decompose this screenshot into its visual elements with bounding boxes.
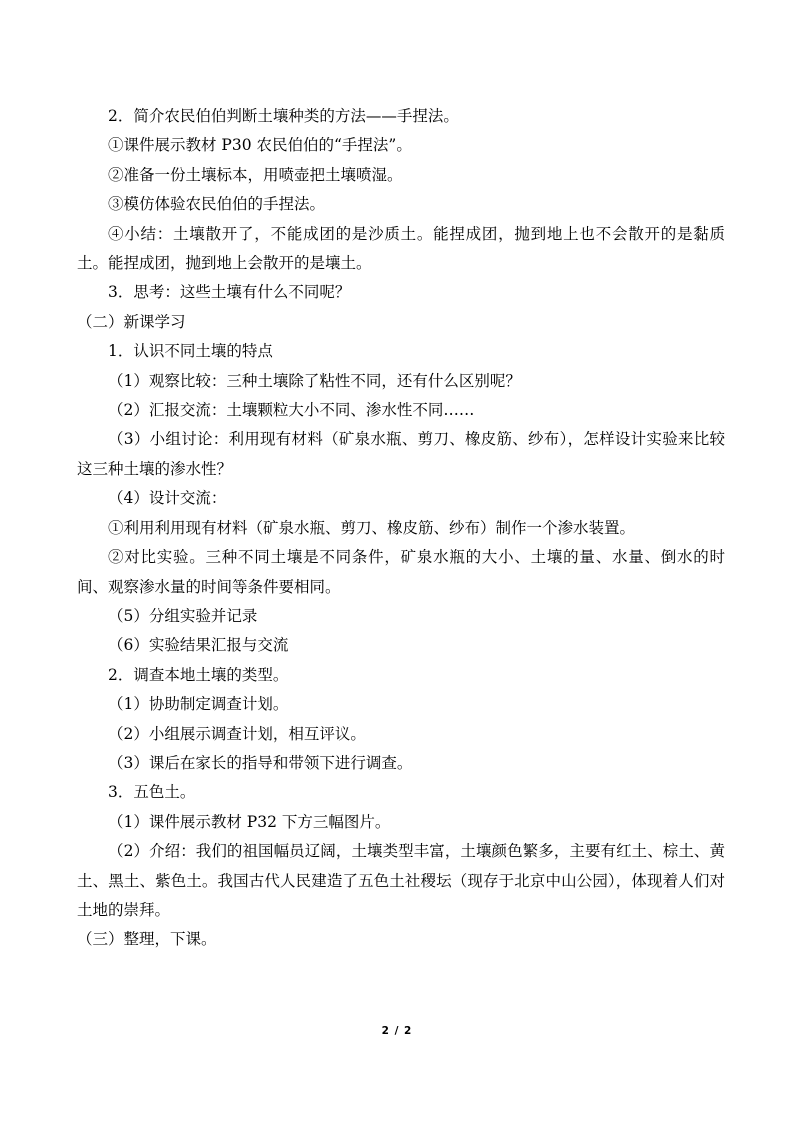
section-heading-wrap-up: （三）整理，下课。 [77,930,217,949]
page-number: 2 / 2 [381,1025,413,1037]
paragraph-comparison: ②对比实验。三种不同土壤是不同条件，矿泉水瓶的大小、土壤的量、水量、倒水的时间、观察渗水量的时间等条件要相同。 [77,548,725,596]
paragraph-after-class: （3）课后在家长的指导和带领下进行调查。 [108,753,413,772]
paragraph-step-3: ③模仿体验农民伯伯的手捏法。 [108,195,326,214]
paragraph-results: （6）实验结果汇报与交流 [108,636,289,655]
paragraph-five-color-soil: 3．五色土。 [108,783,196,802]
paragraph-local-survey: 2．调查本地土壤的类型。 [108,665,289,684]
paragraph-make-device: ①利用利用现有材料（矿泉水瓶、剪刀、橡皮筋、纱布）制作一个渗水装置。 [108,518,636,537]
paragraph-soil-features: 1．认识不同土壤的特点 [108,342,273,361]
paragraph-observe: （1）观察比较：三种土壤除了粘性不同，还有什么区别呢？ [108,371,521,390]
paragraph-summary: ④小结：土壤散开了，不能成团的是沙质土。能捏成团，抛到地上也不会散开的是黏质土。能捏成团，抛到地上会散开的是壤土。 [77,224,725,273]
section-heading-new-lesson: （二）新课学习 [77,312,186,331]
paragraph-plan: （1）协助制定调查计划。 [108,695,289,714]
paragraph-think: 3．思考：这些土壤有什么不同呢？ [108,283,351,302]
paragraph-method-intro: 2．简介农民伯伯判断土壤种类的方法——手捏法。 [108,107,459,125]
paragraph-design: （4）设计交流： [108,489,227,508]
paragraph-group-plan: （2）小组展示调查计划，相互评议。 [108,724,366,743]
paragraph-group-discussion: （3）小组讨论：利用现有材料（矿泉水瓶、剪刀、橡皮筋、纱布），怎样设计实验来比较这三种土壤的渗水性？ [77,430,725,478]
paragraph-introduction: （2）介绍：我们的祖国幅员辽阔，土壤类型丰富，土壤颜色繁多，主要有红土、棕土、黄土、黑土、紫色土。我国古代人民建造了五色土社稷坛（现存于北京中山公园），体现着人们对土地的崇拜。 [77,842,725,919]
paragraph-step-2: ②准备一份土壤标本，用喷壶把土壤喷湿。 [108,165,403,184]
paragraph-show-pictures: （1）课件展示教材 P32 下方三幅图片。 [108,812,391,831]
document-body [77,102,725,955]
paragraph-experiment: （5）分组实验并记录 [108,606,258,625]
paragraph-report: （2）汇报交流：土壤颗粒大小不同、渗水性不同…… [108,401,475,420]
paragraph-step-1: ①课件展示教材 P30 农民伯伯的“手捏法”。 [108,136,412,155]
